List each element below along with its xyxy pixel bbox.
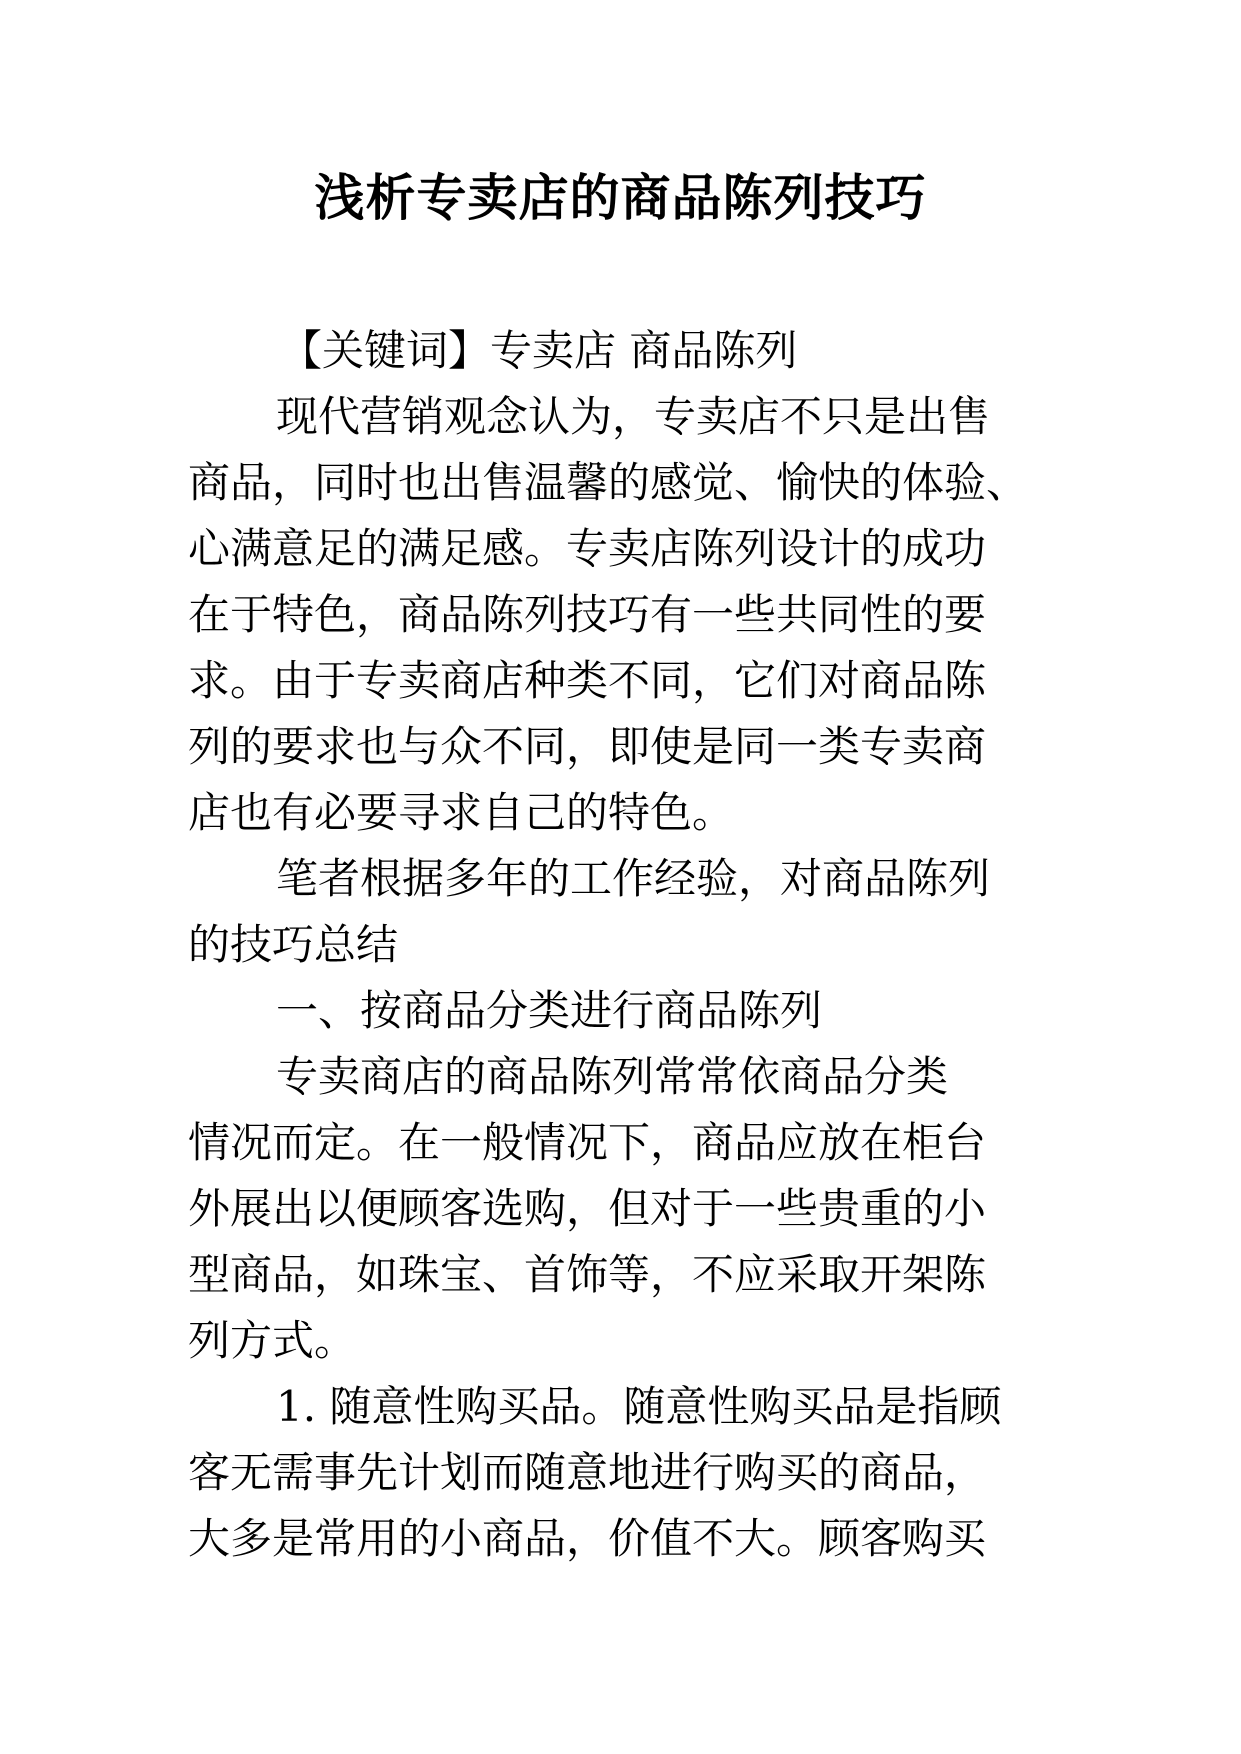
paragraph-line: 列方式。 <box>188 1316 357 1365</box>
paragraph-line: 商品，同时也出售温馨的感觉、愉快的体验、 <box>188 458 1029 507</box>
paragraph-line: 列的要求也与众不同，即使是同一类专卖商 <box>188 722 987 771</box>
paragraph-impulse-goods <box>188 1374 1068 1572</box>
paragraph-line: 心满意足的满足感。专卖店陈列设计的成功 <box>188 524 987 573</box>
paragraph-line: 在于特色，商品陈列技巧有一些共同性的要 <box>188 590 987 639</box>
keywords-line: 【关键词】专卖店 商品陈列 <box>280 326 798 375</box>
paragraph-line: 笔者根据多年的工作经验，对商品陈列 <box>276 854 991 903</box>
paragraph-line: 情况而定。在一般情况下，商品应放在柜台 <box>188 1118 987 1167</box>
paragraph-line: 大多是常用的小商品，价值不大。顾客购买 <box>188 1514 987 1563</box>
paragraph-line: 求。由于专卖商店种类不同，它们对商品陈 <box>188 656 987 705</box>
section-heading <box>188 978 1068 1044</box>
document-title: 浅析专卖店的商品陈列技巧 <box>314 168 927 227</box>
paragraph-line: 客无需事先计划而随意地进行购买的商品， <box>188 1448 987 1497</box>
paragraph-line: 店也有必要寻求自己的特色。 <box>188 788 735 837</box>
section-heading-line: 一、按商品分类进行商品陈列 <box>276 986 823 1035</box>
paragraph-line: 外展出以便顾客选购，但对于一些贵重的小 <box>188 1184 987 1233</box>
paragraph-experience <box>188 846 1068 978</box>
paragraph-line: 的技巧总结 <box>188 920 399 969</box>
paragraph-line: 现代营销观念认为，专卖店不只是出售 <box>276 392 991 441</box>
paragraph-line: 专卖商店的商品陈列常常依商品分类 <box>276 1052 949 1101</box>
paragraph-classification <box>188 1044 1068 1374</box>
paragraph-intro <box>188 384 1068 846</box>
paragraph-line: 型商品，如珠宝、首饰等，不应采取开架陈 <box>188 1250 987 1299</box>
document-body <box>188 318 1068 1572</box>
paragraph-line: 1. 随意性购买品。随意性购买品是指顾 <box>276 1382 1002 1431</box>
